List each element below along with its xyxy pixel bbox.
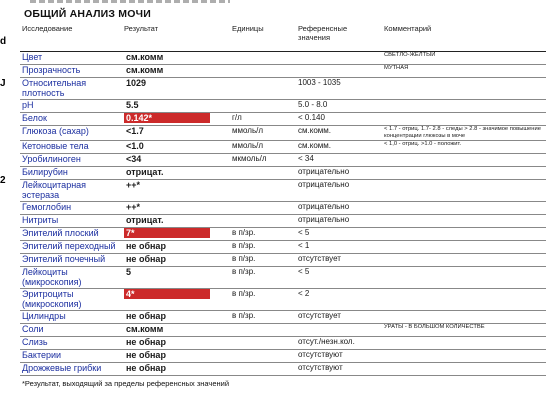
- result-value: не обнар: [126, 254, 166, 264]
- unit: в п/зр.: [230, 267, 296, 289]
- table-row: [20, 363, 546, 376]
- lab-report: [20, 8, 546, 388]
- table-row: [20, 113, 546, 126]
- result-value: 0.142*: [124, 113, 210, 123]
- report-title: ОБЩИЙ АНАЛИЗ МОЧИ: [24, 8, 151, 20]
- result-cell: [122, 363, 230, 376]
- test-name: Бактерии: [20, 350, 122, 363]
- result-value: ++*: [126, 202, 141, 212]
- reference-range: отрицательно: [296, 167, 382, 180]
- table-row: [20, 241, 546, 254]
- unit: [230, 324, 296, 337]
- result-cell: [122, 180, 230, 202]
- result-value: не обнар: [126, 363, 166, 373]
- reference-range: отсут./незн.кол.: [296, 337, 382, 350]
- comment: [382, 78, 546, 100]
- unit: [230, 100, 296, 113]
- result-cell-flagged: [122, 289, 230, 311]
- unit: в п/зр.: [230, 311, 296, 324]
- comment: [382, 350, 546, 363]
- comment: [382, 215, 546, 228]
- reference-range: отсутствует: [296, 254, 382, 267]
- result-cell: [122, 100, 230, 113]
- table-row: [20, 100, 546, 113]
- comment: < 1,0 - отриц. >1.0 - положит.: [382, 141, 546, 154]
- reference-range: < 34: [296, 154, 382, 167]
- reference-range: отсутствуют: [296, 350, 382, 363]
- table-row: [20, 202, 546, 215]
- comment: [382, 241, 546, 254]
- comment: [382, 167, 546, 180]
- unit: в п/зр.: [230, 228, 296, 241]
- table-row: [20, 126, 546, 141]
- result-cell: [122, 65, 230, 78]
- reference-range: отсутствует: [296, 311, 382, 324]
- unit: [230, 78, 296, 100]
- result-cell: [122, 154, 230, 167]
- result-value: см.комм: [126, 52, 164, 62]
- unit: [230, 337, 296, 350]
- test-name: Лейкоциты (микроскопия): [20, 267, 122, 289]
- header-result: Результат: [122, 23, 230, 52]
- unit: [230, 202, 296, 215]
- header-reference: Референсные значения: [296, 23, 382, 52]
- cropped-header-strip: [30, 0, 230, 3]
- unit: [230, 215, 296, 228]
- table-row: [20, 215, 546, 228]
- test-name: Глюкоза (сахар): [20, 126, 122, 141]
- test-name: Эпителий плоский: [20, 228, 122, 241]
- result-value: 4*: [124, 289, 210, 299]
- result-value: 7*: [124, 228, 210, 238]
- result-cell: [122, 241, 230, 254]
- unit: мкмоль/л: [230, 154, 296, 167]
- result-cell: [122, 141, 230, 154]
- reference-range: отрицательно: [296, 215, 382, 228]
- table-row: [20, 78, 546, 100]
- test-name: Эпителий почечный: [20, 254, 122, 267]
- table-row: [20, 289, 546, 311]
- unit: [230, 167, 296, 180]
- test-name: Относительная плотность: [20, 78, 122, 100]
- unit: [230, 363, 296, 376]
- result-value: <1.0: [126, 141, 144, 151]
- result-value: не обнар: [126, 241, 166, 251]
- reference-range: отсутствуют: [296, 363, 382, 376]
- result-value: отрицат.: [126, 167, 164, 177]
- table-row: [20, 311, 546, 324]
- result-cell: [122, 254, 230, 267]
- reference-range: < 2: [296, 289, 382, 311]
- reference-range: < 1: [296, 241, 382, 254]
- header-study: Исследование: [20, 23, 122, 52]
- test-name: Билирубин: [20, 167, 122, 180]
- table-row: [20, 180, 546, 202]
- result-cell: [122, 202, 230, 215]
- comment: [382, 254, 546, 267]
- test-name: Эритроциты (микроскопия): [20, 289, 122, 311]
- result-cell: [122, 52, 230, 65]
- comment: [382, 180, 546, 202]
- comment: [382, 202, 546, 215]
- reference-range: отрицательно: [296, 202, 382, 215]
- unit: г/л: [230, 113, 296, 126]
- test-name: Цилиндры: [20, 311, 122, 324]
- comment: СВЕТЛО-ЖЕЛТЫЙ: [382, 52, 546, 65]
- result-value: см.комм: [126, 65, 164, 75]
- table-row: [20, 141, 546, 154]
- result-value: отрицат.: [126, 215, 164, 225]
- comment: [382, 289, 546, 311]
- unit: в п/зр.: [230, 241, 296, 254]
- margin-mark: 2: [0, 175, 6, 186]
- table-header-row: [20, 23, 546, 52]
- result-value: не обнар: [126, 350, 166, 360]
- test-name: Белок: [20, 113, 122, 126]
- reference-range: < 5: [296, 267, 382, 289]
- table-row: [20, 52, 546, 65]
- unit: ммоль/л: [230, 126, 296, 141]
- unit: в п/зр.: [230, 289, 296, 311]
- unit: [230, 180, 296, 202]
- reference-range: [296, 52, 382, 65]
- reference-range: отрицательно: [296, 180, 382, 202]
- test-name: Цвет: [20, 52, 122, 65]
- test-name: Нитриты: [20, 215, 122, 228]
- result-cell: [122, 167, 230, 180]
- result-value: <34: [126, 154, 142, 164]
- test-name: Соли: [20, 324, 122, 337]
- comment: [382, 267, 546, 289]
- comment: [382, 228, 546, 241]
- comment: МУТНАЯ: [382, 65, 546, 78]
- reference-range: см.комм.: [296, 126, 382, 141]
- comment: УРАТЫ - В БОЛЬШОМ КОЛИЧЕСТВЕ: [382, 324, 546, 337]
- reference-range: 1003 - 1035: [296, 78, 382, 100]
- comment: [382, 363, 546, 376]
- table-row: [20, 154, 546, 167]
- reference-range: < 5: [296, 228, 382, 241]
- footnote: *Результат, выходящий за пределы референсных значений: [22, 379, 230, 388]
- test-name: Кетоновые тела: [20, 141, 122, 154]
- test-name: Дрожжевые грибки: [20, 363, 122, 376]
- results-table: [20, 23, 546, 376]
- unit: [230, 350, 296, 363]
- test-name: pH: [20, 100, 122, 113]
- table-row: [20, 350, 546, 363]
- result-cell: [122, 311, 230, 324]
- test-name: Уробилиноген: [20, 154, 122, 167]
- unit: в п/зр.: [230, 254, 296, 267]
- test-name: Лейкоцитарная эстераза: [20, 180, 122, 202]
- comment: [382, 113, 546, 126]
- header-units: Единицы: [230, 23, 296, 52]
- table-row: [20, 228, 546, 241]
- table-row: [20, 65, 546, 78]
- table-row: [20, 254, 546, 267]
- result-value: <1.7: [126, 126, 144, 136]
- result-cell: [122, 337, 230, 350]
- table-row: [20, 267, 546, 289]
- margin-mark: J: [0, 78, 6, 89]
- reference-range: см.комм.: [296, 141, 382, 154]
- result-value: 5.5: [126, 100, 139, 110]
- result-cell: [122, 350, 230, 363]
- result-cell: [122, 126, 230, 141]
- result-value: не обнар: [126, 311, 166, 321]
- result-value: ++*: [126, 180, 141, 190]
- unit: [230, 65, 296, 78]
- comment: [382, 154, 546, 167]
- result-cell-flagged: [122, 113, 230, 126]
- reference-range: [296, 324, 382, 337]
- unit: ммоль/л: [230, 141, 296, 154]
- result-cell-flagged: [122, 228, 230, 241]
- table-row: [20, 324, 546, 337]
- test-name: Гемоглобин: [20, 202, 122, 215]
- margin-mark: d: [0, 36, 7, 47]
- result-cell: [122, 324, 230, 337]
- result-value: см.комм: [126, 324, 164, 334]
- reference-range: < 0.140: [296, 113, 382, 126]
- result-value: не обнар: [126, 337, 166, 347]
- comment: [382, 337, 546, 350]
- test-name: Слизь: [20, 337, 122, 350]
- table-body: [20, 52, 546, 376]
- result-cell: [122, 78, 230, 100]
- table-row: [20, 337, 546, 350]
- comment: [382, 100, 546, 113]
- comment: < 1.7 - отриц. 1.7- 2.8 - следы > 2.8 - значимое повышение концентрации глюкозы в моче: [382, 126, 546, 141]
- result-value: 5: [126, 267, 132, 277]
- test-name: Прозрачность: [20, 65, 122, 78]
- result-value: 1029: [126, 78, 147, 88]
- test-name: Эпителий переходный: [20, 241, 122, 254]
- comment: [382, 311, 546, 324]
- reference-range: [296, 65, 382, 78]
- result-cell: [122, 267, 230, 289]
- reference-range: 5.0 - 8.0: [296, 100, 382, 113]
- unit: [230, 52, 296, 65]
- header-comment: Комментарий: [382, 23, 546, 52]
- result-cell: [122, 215, 230, 228]
- table-row: [20, 167, 546, 180]
